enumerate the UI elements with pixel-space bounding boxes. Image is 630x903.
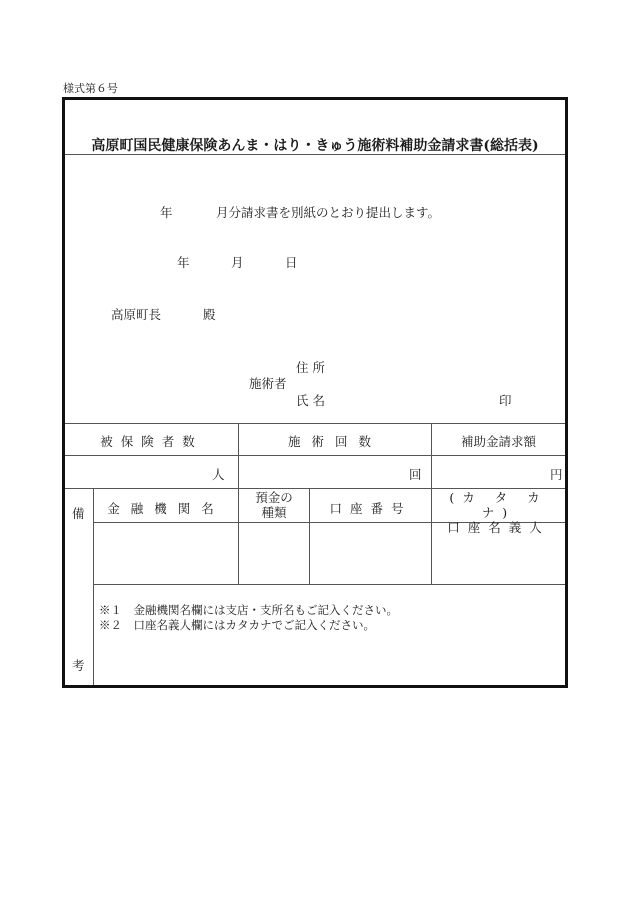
holder-kana-note: (カ タ カ ナ) [449, 490, 548, 520]
addressee-name: 高原町長 [111, 307, 162, 322]
date-month-label: 月 [231, 255, 244, 270]
header-deposit-type [239, 490, 309, 520]
unit-yen: 円 [550, 467, 563, 482]
remarks-label-top: 備 [72, 506, 85, 521]
account-number-field[interactable] [310, 523, 431, 584]
deposit-type-line2: 種類 [261, 505, 287, 520]
title-divider [65, 154, 565, 155]
header-bank-name: 金融機関名 [107, 501, 225, 516]
summary-bottom-border [65, 488, 565, 489]
header-account-number: 口座番号 [329, 501, 412, 516]
deposit-type-field[interactable] [239, 523, 309, 584]
notes [99, 603, 398, 633]
header-claim-amount: 補助金請求額 [460, 434, 536, 449]
addressee-honorific: 殿 [203, 307, 216, 322]
holder-label: 口座名義人 [447, 520, 550, 535]
name-label: 氏 名 [296, 393, 325, 408]
account-holder-field[interactable] [432, 523, 565, 584]
remarks-label-divider [93, 488, 94, 685]
summary-header-divider [65, 455, 565, 456]
deposit-type-line1: 預金の [255, 490, 293, 505]
form-number: 様式第６号 [63, 82, 118, 95]
note-1: ※１ 金融機関名欄には支店・支所名もご記入ください。 [99, 603, 398, 617]
note-2: ※２ 口座名義人欄にはカタカナでご記入ください。 [99, 618, 375, 632]
unit-times: 回 [409, 467, 422, 482]
bank-name-field[interactable] [94, 523, 238, 584]
form-title: 高原町国民健康保険あんま・はり・きゅう施術料補助金請求書(総括表) [91, 138, 539, 154]
header-insured-count: 被保険者数 [100, 434, 203, 449]
date-day-label: 日 [285, 255, 298, 270]
unit-persons: 人 [212, 467, 225, 482]
summary-top-border [65, 423, 565, 424]
statement-year-label: 年 [160, 205, 173, 220]
remarks-label-bottom: 考 [72, 658, 85, 673]
practitioner-label: 施術者 [249, 376, 287, 391]
header-treatment-count: 施術回数 [287, 434, 382, 449]
statement-text: 月分請求書を別紙のとおり提出します。 [216, 205, 441, 220]
date-year-label: 年 [177, 255, 190, 270]
address-label: 住 所 [296, 360, 325, 375]
claim-form [62, 97, 568, 688]
bank-bottom-border [93, 584, 565, 585]
seal-mark: 印 [499, 393, 512, 408]
